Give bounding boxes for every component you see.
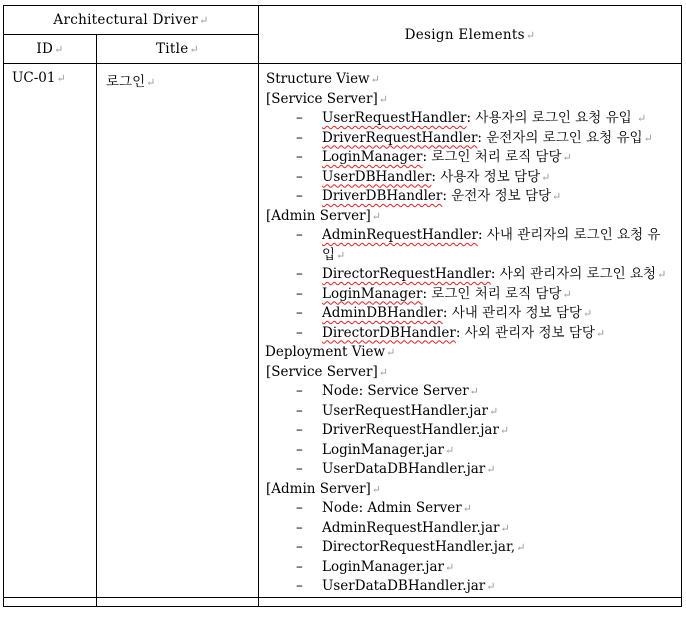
- list-item: – DirectorDBHandler: 사외 관리자 정보 담당↵: [266, 324, 681, 344]
- cell-design-elements[interactable]: [259, 64, 682, 598]
- list-item: – UserDBHandler: 사용자 정보 담당↵: [266, 168, 681, 188]
- dash-bullet-icon: –: [296, 402, 303, 419]
- dash-bullet-icon: –: [296, 266, 303, 282]
- cell-design-elements[interactable]: [259, 597, 682, 606]
- list-item: – AdminRequestHandler.jar↵: [266, 519, 681, 539]
- dash-bullet-icon: –: [296, 519, 303, 536]
- paragraph-mark-icon: ↵: [189, 43, 200, 56]
- list-item: – UserDataDBHandler.jar↵: [266, 577, 681, 597]
- list-item: – AdminDBHandler: 사내 관리자 정보 담당↵: [266, 304, 681, 324]
- list-item: – UserRequestHandler.jar↵: [266, 402, 681, 422]
- table-row: [4, 64, 682, 598]
- dash-bullet-icon: –: [296, 578, 303, 594]
- list-item: – LoginManager: 로그인 처리 로직 담당↵: [266, 148, 681, 168]
- paragraph-mark-icon: ↵: [516, 541, 526, 554]
- list-item: – LoginManager.jar↵: [266, 441, 681, 461]
- paragraph-mark-icon: ↵: [386, 346, 396, 359]
- dash-bullet-icon: –: [296, 149, 303, 165]
- list-item: – LoginManager.jar↵: [266, 558, 681, 578]
- service-server-label: [Service Server]↵: [266, 363, 388, 380]
- paragraph-mark-icon: ↵: [486, 580, 496, 593]
- list-item: – DriverRequestHandler: 운전자의 로그인 요청 유입↵: [266, 129, 681, 149]
- list-item: – UserDataDBHandler.jar↵: [266, 460, 681, 480]
- cell-id[interactable]: [4, 597, 97, 606]
- dash-bullet-icon: –: [296, 305, 303, 321]
- list-item: – AdminRequestHandler: 사내 관리자의 로그인 요청 유입↵: [296, 227, 661, 263]
- list-item: – DirectorRequestHandler: 사외 관리자의 로그인 요청↵: [266, 265, 681, 285]
- paragraph-mark-icon: ↵: [657, 268, 667, 281]
- header-architectural-driver: Architectural Driver↵: [4, 6, 259, 35]
- paragraph-mark-icon: ↵: [595, 326, 606, 340]
- paragraph-mark-icon: ↵: [371, 209, 382, 223]
- admin-server-label: [Admin Server]↵: [266, 207, 382, 224]
- paragraph-mark-icon: ↵: [444, 560, 455, 574]
- list-item: – Node: Admin Server↵: [266, 499, 681, 519]
- paragraph-mark-icon: ↵: [489, 404, 499, 418]
- dash-bullet-icon: –: [296, 110, 303, 126]
- paragraph-mark-icon: ↵: [146, 76, 156, 89]
- paragraph-mark-icon: ↵: [525, 28, 536, 42]
- service-server-label: [Service Server]↵: [266, 90, 388, 107]
- cell-id[interactable]: UC-01↵: [4, 64, 97, 598]
- list-item: – DriverRequestHandler.jar↵: [266, 421, 681, 441]
- paragraph-mark-icon: ↵: [562, 151, 572, 164]
- dash-bullet-icon: –: [296, 500, 303, 516]
- paragraph-mark-icon: ↵: [469, 385, 479, 398]
- dash-bullet-icon: –: [296, 461, 303, 477]
- paragraph-mark-icon: ↵: [582, 307, 593, 320]
- dash-bullet-icon: –: [296, 441, 303, 458]
- dash-bullet-icon: –: [296, 539, 303, 555]
- paragraph-mark-icon: ↵: [552, 190, 562, 203]
- paragraph-mark-icon: ↵: [636, 112, 647, 125]
- paragraph-mark-icon: ↵: [378, 365, 388, 379]
- paragraph-mark-icon: ↵: [500, 521, 510, 535]
- paragraph-mark-icon: ↵: [499, 424, 510, 437]
- dash-bullet-icon: –: [296, 227, 303, 243]
- header-title: Title↵: [97, 35, 259, 64]
- paragraph-mark-icon: ↵: [54, 43, 64, 56]
- paragraph-mark-icon: ↵: [562, 287, 572, 301]
- paragraph-mark-icon: ↵: [462, 502, 472, 515]
- dash-bullet-icon: –: [296, 383, 303, 399]
- paragraph-mark-icon: ↵: [56, 72, 66, 85]
- paragraph-mark-icon: ↵: [370, 73, 380, 86]
- admin-server-label: [Admin Server]↵: [266, 480, 382, 497]
- architecture-table: [3, 5, 682, 607]
- list-item: – Node: Service Server↵: [266, 382, 681, 402]
- structure-view-heading: Structure View↵: [266, 71, 380, 87]
- cell-title[interactable]: 로그인↵: [97, 64, 259, 598]
- table-row: [4, 597, 682, 606]
- paragraph-mark-icon: ↵: [541, 170, 551, 184]
- dash-bullet-icon: –: [296, 129, 303, 146]
- deployment-view-heading: Deployment View↵: [265, 344, 396, 360]
- header-id: ID↵: [4, 35, 97, 64]
- dash-bullet-icon: –: [296, 324, 303, 341]
- paragraph-mark-icon: ↵: [486, 463, 496, 476]
- list-item: – LoginManager: 로그인 처리 로직 담당↵: [266, 285, 681, 305]
- dash-bullet-icon: –: [296, 188, 303, 204]
- dash-bullet-icon: –: [296, 558, 303, 575]
- paragraph-mark-icon: ↵: [643, 131, 653, 145]
- dash-bullet-icon: –: [296, 168, 303, 185]
- paragraph-mark-icon: ↵: [336, 248, 346, 262]
- list-item: – DirectorRequestHandler.jar,↵: [266, 538, 681, 558]
- paragraph-mark-icon: ↵: [378, 92, 388, 106]
- cell-title[interactable]: [97, 597, 259, 606]
- list-item: – DriverDBHandler: 운전자 정보 담당↵: [266, 187, 681, 207]
- dash-bullet-icon: –: [296, 285, 303, 302]
- paragraph-mark-icon: ↵: [199, 14, 209, 27]
- list-item: – UserRequestHandler: 사용자의 로그인 요청 유입 ↵: [266, 109, 681, 129]
- paragraph-mark-icon: ↵: [371, 482, 382, 496]
- dash-bullet-icon: –: [296, 422, 303, 438]
- header-design-elements: Design Elements↵: [259, 6, 682, 64]
- paragraph-mark-icon: ↵: [444, 443, 455, 457]
